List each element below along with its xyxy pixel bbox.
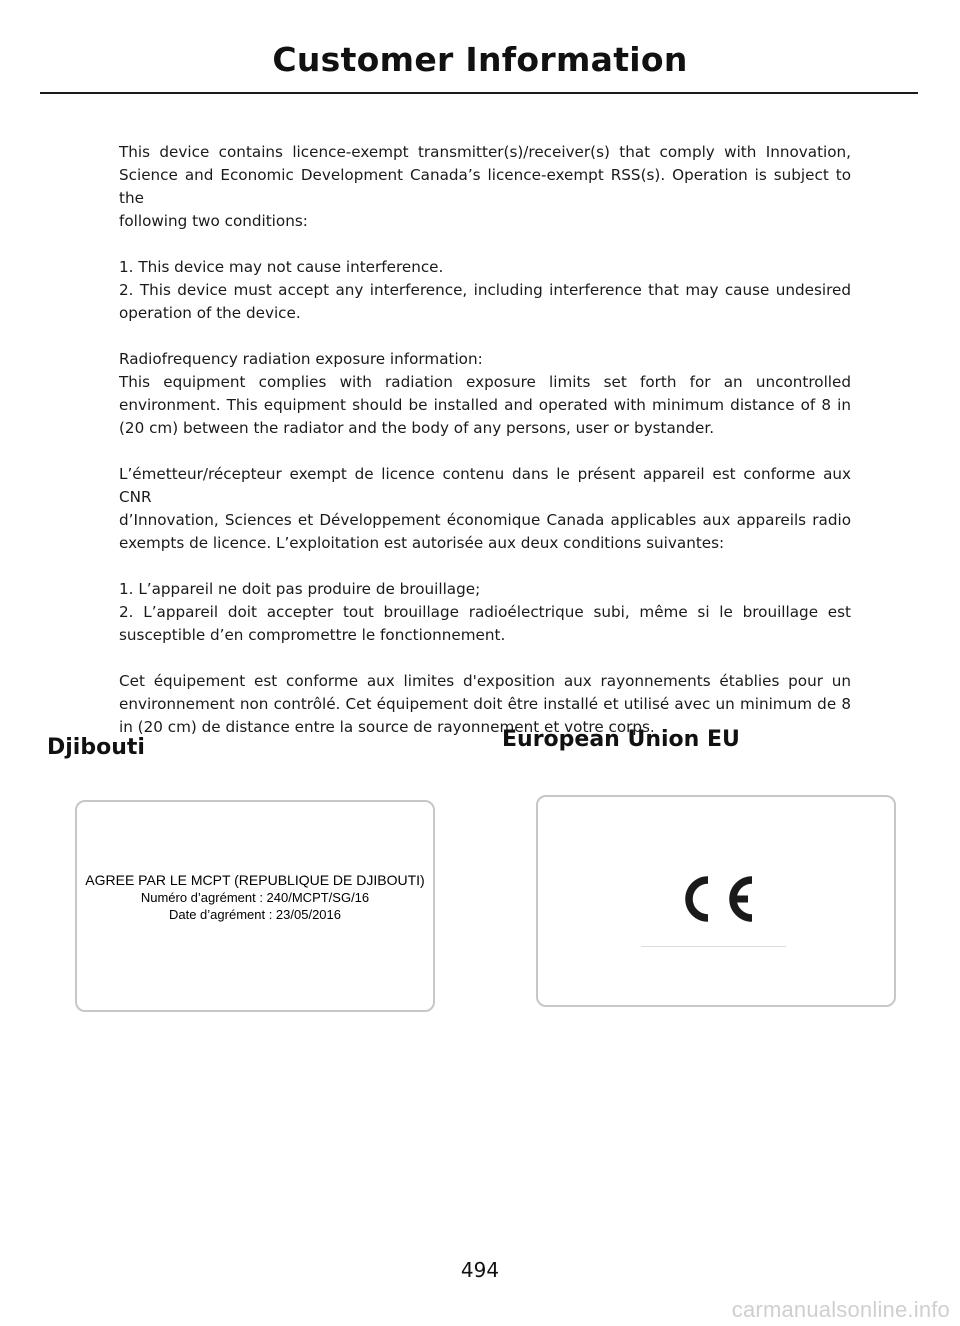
text-line: This device contains licence-exempt transmitter(s)/receiver(s) that comply with Innovation, (119, 143, 851, 161)
djibouti-approval-line: AGREE PAR LE MCPT (REPUBLIQUE DE DJIBOUTI) (85, 872, 425, 888)
ce-mark-icon (668, 870, 760, 928)
en-conditions-paragraph (119, 256, 851, 325)
djibouti-label-text (77, 872, 433, 923)
text-line: Science and Economic Development Canada’s licence-exempt RSS(s). Operation is subject to the (119, 166, 851, 207)
page-title: Customer Information (272, 40, 688, 79)
text-line: 1. This device may not cause interference. (119, 258, 444, 276)
watermark: carmanualsonline.info (731, 1297, 950, 1322)
text-line: environment. This equipment should be installed and operated with minimum distance of 8 in (119, 396, 851, 414)
djibouti-heading: Djibouti (47, 735, 145, 760)
text-line: 1. L’appareil ne doit pas produire de brouillage; (119, 580, 481, 598)
text-line: This equipment complies with radiation exposure limits set forth for an uncontrolled (119, 373, 851, 391)
djibouti-approval-date: Date d’agrément : 23/05/2016 (168, 907, 341, 922)
text-line: d’Innovation, Sciences et Développement économique Canada applicables aux appareils radio (119, 511, 851, 529)
en-intro-paragraph (119, 141, 851, 233)
ce-mark-area (641, 852, 786, 947)
title-divider (40, 92, 918, 94)
text-line: Radiofrequency radiation exposure information: (119, 350, 483, 368)
fr-rf-paragraph (119, 670, 851, 739)
eu-conformity-label (536, 795, 896, 1007)
text-line: (20 cm) between the radiator and the body of any persons, user or bystander. (119, 419, 715, 437)
text-line: susceptible d’en compromettre le fonctionnement. (119, 626, 506, 644)
text-line: operation of the device. (119, 304, 301, 322)
fr-conditions-paragraph (119, 578, 851, 647)
text-line: following two conditions: (119, 212, 308, 230)
en-rf-paragraph (119, 348, 851, 440)
regulatory-notice (119, 141, 851, 762)
text-line: in (20 cm) de distance entre la source de rayonnement et votre corps. (119, 718, 655, 736)
fr-intro-paragraph (119, 463, 851, 555)
eu-heading: European Union EU (502, 727, 740, 752)
text-line: L’émetteur/récepteur exempt de licence contenu dans le présent appareil est conforme aux CNR (119, 465, 851, 506)
djibouti-approval-number: Numéro d’agrément : 240/MCPT/SG/16 (140, 890, 370, 905)
text-line: 2. This device must accept any interference, including interference that may cause undesired (119, 281, 851, 299)
text-line: exempts de licence. L’exploitation est autorisée aux deux conditions suivantes: (119, 534, 725, 552)
text-line: 2. L’appareil doit accepter tout brouillage radioélectrique subi, même si le brouillage est (119, 603, 851, 621)
text-line: Cet équipement est conforme aux limites d'exposition aux rayonnements établies pour un (119, 672, 851, 690)
djibouti-approval-label (75, 800, 435, 1012)
page-number: 494 (460, 1258, 500, 1282)
text-line: environnement non contrôlé. Cet équipement doit être installé et utilisé avec un minimum de 8 (119, 695, 851, 713)
